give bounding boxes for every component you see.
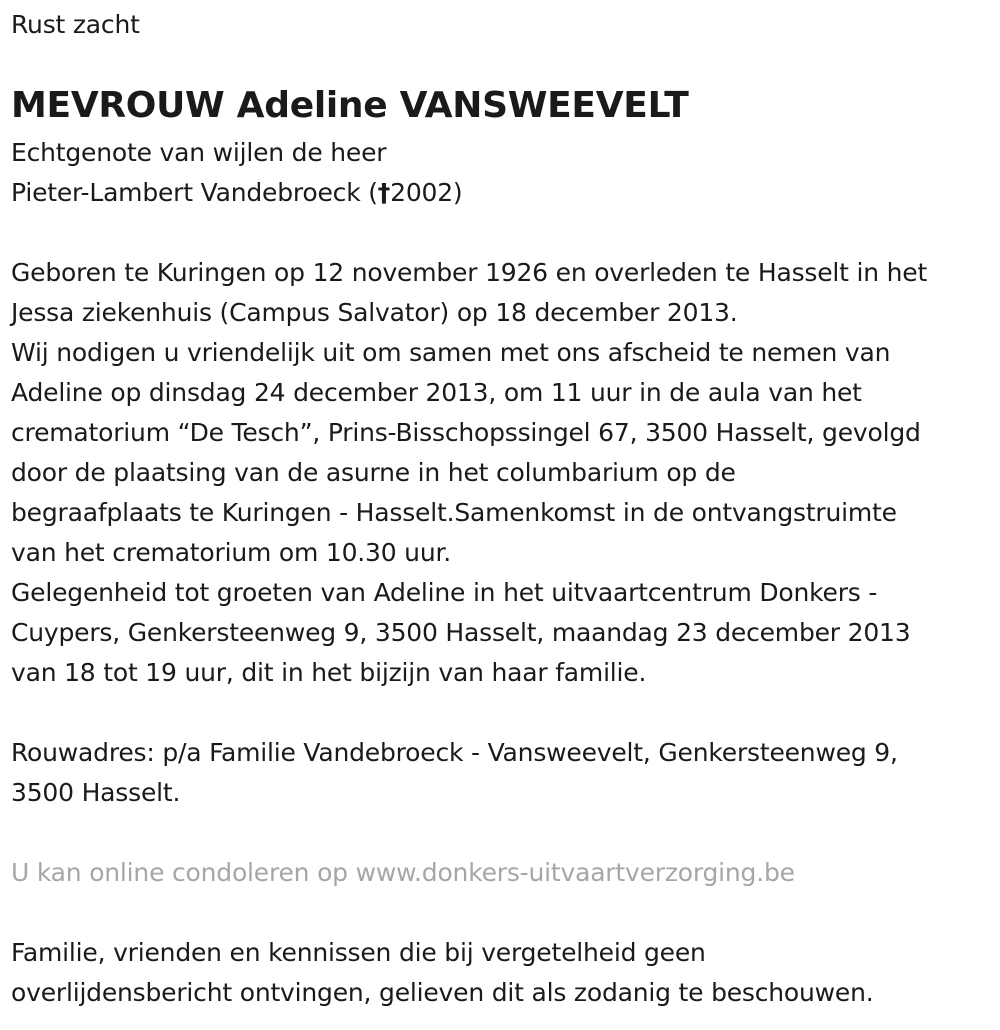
address-line: Rouwadres: p/a Familie Vandebroeck - Vansweevelt, Genkersteenweg 9, <box>11 738 898 767</box>
notice-line: overlijdensbericht ontvingen, gelieven dit als zodanig te beschouwen. <box>11 978 874 1007</box>
body-line: Gelegenheid tot groeten van Adeline in het uitvaartcentrum Donkers - <box>11 578 878 607</box>
body-line: van 18 tot 19 uur, dit in het bijzijn van haar familie. <box>11 658 647 687</box>
body-line: begraafplaats te Kuringen - Hasselt.Samenkomst in de ontvangstruimte <box>11 498 897 527</box>
spouse-death-year: 2002) <box>390 178 463 207</box>
closing-notice <box>11 933 874 1013</box>
announcement-body <box>11 253 927 693</box>
intro-text: Rust zacht <box>11 10 140 39</box>
cross-icon: † <box>377 178 391 207</box>
notice-line: Familie, vrienden en kennissen die bij vergetelheid geen <box>11 938 706 967</box>
body-line: Adeline op dinsdag 24 december 2013, om 11 uur in de aula van het <box>11 378 862 407</box>
body-line: van het crematorium om 10.30 uur. <box>11 538 452 567</box>
body-line: Jessa ziekenhuis (Campus Salvator) op 18 december 2013. <box>11 298 738 327</box>
online-condolence-text: U kan online condoleren op www.donkers-uitvaartverzorging.be <box>11 858 795 887</box>
spouse-section <box>11 133 463 213</box>
spouse-line-2 <box>11 173 463 213</box>
address-line: 3500 Hasselt. <box>11 778 181 807</box>
body-line: door de plaatsing van de asurne in het columbarium op de <box>11 458 736 487</box>
deceased-name: MEVROUW Adeline VANSWEEVELT <box>11 85 689 126</box>
mourning-address <box>11 733 898 813</box>
online-condolence <box>11 853 795 893</box>
body-line: Wij nodigen u vriendelijk uit om samen met ons afscheid te nemen van <box>11 338 891 367</box>
body-line: Cuypers, Genkersteenweg 9, 3500 Hasselt, maandag 23 december 2013 <box>11 618 911 647</box>
body-line: Geboren te Kuringen op 12 november 1926 en overleden te Hasselt in het <box>11 258 928 287</box>
spouse-name: Pieter-Lambert Vandebroeck ( <box>11 178 378 207</box>
body-line: crematorium “De Tesch”, Prins-Bisschopssingel 67, 3500 Hasselt, gevolgd <box>11 418 921 447</box>
spouse-line-1: Echtgenote van wijlen de heer <box>11 138 387 167</box>
